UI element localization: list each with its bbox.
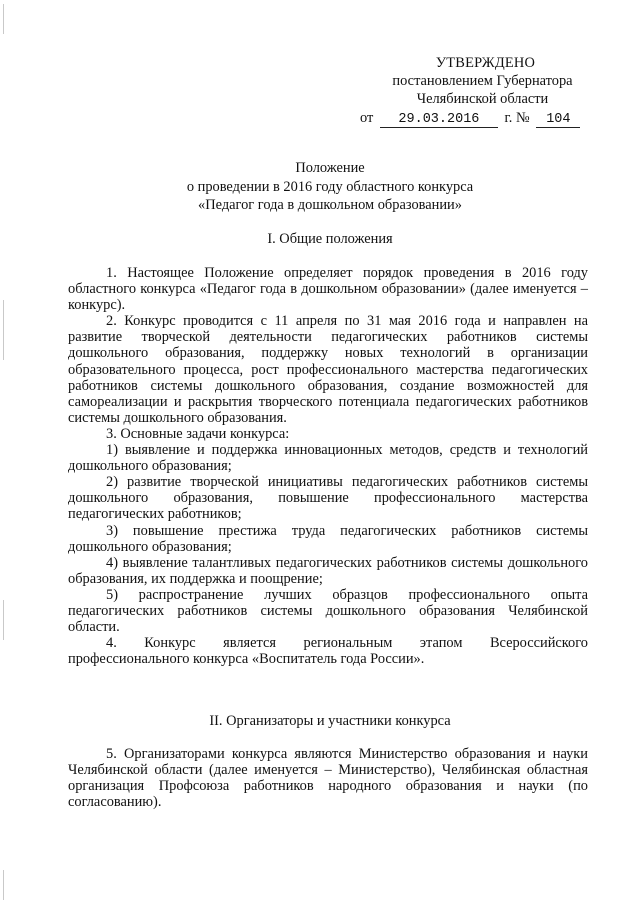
document-heading (60, 159, 600, 215)
document-subtitle-1: о проведении в 2016 году областного конкурса (186, 178, 474, 195)
paragraph: 5. Организаторами конкурса являются Министерство образования и науки Челябинской области (далее именуется – Министерство), Челябинская областная организация Профсоюза работников народного образования и науки (по согласованию). (68, 746, 588, 811)
approval-title: УТВЕРЖДЕНО (435, 55, 536, 71)
section-1-body (68, 265, 588, 667)
paragraph: 3. Основные задачи конкурса: (106, 425, 290, 442)
document-subtitle-2: «Педагог года в дошкольном образовании» (198, 197, 462, 213)
paragraph: 5) распространение лучших образцов профессионального опыта педагогических работников системы дошкольного образования Челябинской области. (68, 586, 588, 636)
section-2-body (68, 746, 588, 810)
approval-number-value: 104 (536, 112, 580, 128)
scan-edge-mark (3, 300, 4, 360)
section-heading-1: I. Общие положения (267, 231, 393, 247)
approval-date-suffix: г. № (504, 110, 530, 126)
approval-date-prefix: от (360, 110, 374, 126)
approval-stamp (360, 54, 605, 128)
scan-edge-mark (3, 600, 4, 640)
paragraph: 3) повышение престижа труда педагогических работников системы дошкольного образования; (68, 522, 588, 555)
paragraph: 1) выявление и поддержка инновационных методов, средств и технологий дошкольного образования; (68, 442, 588, 475)
paragraph: 4) выявление талантливых педагогических работников системы дошкольного образования, их поддержка и поощрение; (68, 554, 588, 587)
paragraph: 4. Конкурс является региональным этапом Всероссийского профессионального конкурса «Воспитатель года России». (68, 635, 588, 668)
scan-edge-mark (3, 4, 4, 34)
approval-date-value: 29.03.2016 (380, 112, 498, 128)
paragraph: 1. Настоящее Положение определяет порядок проведения в 2016 году областного конкурса «Педагог года в дошкольном образовании» (далее именуется – конкурс). (68, 265, 588, 314)
approval-date-line (360, 109, 605, 128)
paragraph: 2. Конкурс проводится с 11 апреля по 31 мая 2016 года и направлен на развитие творческой деятельности педагогических работников системы дошкольного образования, поддержку новых технологий в организации образовательного процесса, рост профессионального мастерства педагогических работников системы дошкольного образования, создание возможностей для самореализации и раскрытия творческого потенциала педагогических работников системы дошкольного образования. (68, 313, 588, 426)
document-title: Положение (295, 160, 365, 176)
approval-line-1: постановлением Губернатора (392, 73, 573, 89)
scan-edge-mark (3, 870, 4, 900)
paragraph: 2) развитие творческой инициативы педагогических работников системы дошкольного образования, повышение профессионального мастерства педагогических работников; (68, 474, 588, 523)
approval-line-2: Челябинской области (416, 91, 549, 107)
section-heading-2: II. Организаторы и участники конкурса (209, 713, 451, 729)
